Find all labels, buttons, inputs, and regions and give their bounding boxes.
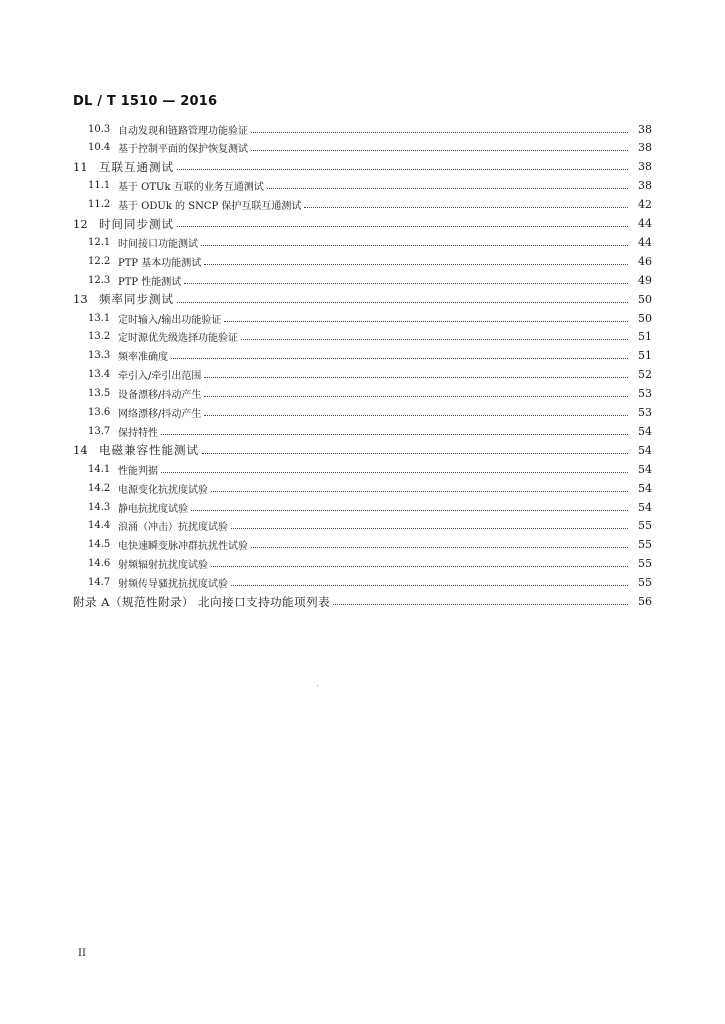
toc-dot-leader	[267, 188, 628, 189]
toc-section-entry[interactable]	[0, 575, 725, 591]
toc-entry-title: 定时输入/输出功能验证	[118, 314, 222, 326]
toc-entry-number: 12.2	[88, 255, 111, 267]
toc-section-entry[interactable]	[0, 329, 725, 345]
toc-entry-number: 11.2	[88, 199, 111, 211]
toc-entry-page: 38	[638, 179, 652, 193]
toc-section-entry[interactable]	[0, 348, 725, 364]
toc-dot-leader	[177, 302, 628, 303]
toc-section-entry[interactable]	[0, 367, 725, 383]
toc-entry-number: 13	[73, 292, 88, 307]
toc-entry-page: 38	[638, 122, 652, 136]
toc-section-entry[interactable]	[0, 178, 725, 194]
toc-entry-title: 基于 ODUk 的 SNCP 保护互联互通测试	[118, 201, 302, 213]
toc-section-entry[interactable]	[0, 234, 725, 250]
toc-entry-number: 11	[73, 159, 88, 174]
toc-entry-title: 电快速瞬变脉冲群抗扰性试验	[118, 541, 248, 553]
toc-section-entry[interactable]	[0, 423, 725, 439]
toc-section-entry[interactable]	[0, 405, 725, 421]
toc-entry-title: PTP 基本功能测试	[118, 257, 202, 269]
toc-entry-number: 13.4	[88, 369, 111, 381]
toc-entry-number: 14.3	[88, 501, 111, 513]
toc-section-entry[interactable]	[0, 556, 725, 572]
toc-chapter-entry[interactable]	[0, 216, 725, 232]
toc-dot-leader	[211, 491, 628, 492]
toc-entry-page: 46	[638, 254, 652, 268]
toc-section-entry[interactable]	[0, 386, 725, 402]
toc-entry-page: 51	[638, 349, 652, 363]
toc-entry-page: 54	[638, 443, 652, 457]
toc-entry-title: 频率同步测试	[99, 292, 174, 307]
toc-entry-number: 12	[73, 216, 88, 231]
toc-entry-title: 性能判据	[118, 465, 158, 477]
toc-dot-leader	[161, 434, 628, 435]
toc-entry-number: 12.1	[88, 236, 111, 248]
toc-dot-leader	[204, 415, 628, 416]
toc-dot-leader	[161, 472, 628, 473]
toc-entry-number: 14.4	[88, 520, 111, 532]
toc-entry-title: 网络漂移/抖动产生	[118, 409, 202, 420]
toc-entry-title: PTP 性能测试	[118, 276, 182, 288]
toc-chapter-entry[interactable]	[0, 291, 725, 307]
toc-entry-page: 50	[638, 292, 652, 306]
toc-entry-number: 12.3	[88, 274, 111, 286]
toc-dot-leader	[224, 321, 628, 322]
toc-dot-leader	[241, 339, 628, 340]
toc-entry-title: 基于控制平面的保护恢复测试	[118, 144, 248, 156]
toc-entry-page: 52	[638, 368, 652, 382]
toc-appendix-entry[interactable]	[0, 594, 725, 610]
toc-entry-page: 38	[638, 141, 652, 155]
toc-entry-number: 14	[73, 443, 88, 458]
toc-entry-title: 射频传导骚扰抗扰度试验	[118, 579, 228, 591]
toc-section-entry[interactable]	[0, 518, 725, 534]
toc-entry-page: 53	[638, 387, 652, 401]
toc-dot-leader	[191, 510, 628, 511]
toc-entry-number: 14.1	[88, 463, 111, 475]
toc-entry-title: 频率准确度	[118, 352, 168, 364]
toc-entry-page: 54	[638, 500, 652, 514]
toc-entry-page: 51	[638, 330, 652, 344]
toc-entry-title: 基于 OTUk 互联的业务互通测试	[118, 182, 264, 194]
toc-entry-page: 50	[638, 311, 652, 325]
toc-dot-leader	[202, 453, 628, 454]
toc-dot-leader	[211, 566, 628, 567]
toc-entry-number: 13.5	[88, 388, 111, 400]
toc-entry-page: 44	[638, 235, 652, 249]
toc-entry-number: 13.3	[88, 350, 111, 362]
toc-section-entry[interactable]	[0, 537, 725, 553]
toc-chapter-entry[interactable]	[0, 442, 725, 458]
toc-entry-number: 13.1	[88, 312, 111, 324]
toc-entry-title: 电源变化抗扰度试验	[118, 484, 208, 496]
toc-dot-leader	[231, 528, 628, 529]
toc-entry-title: 时间同步测试	[99, 216, 174, 231]
toc-section-entry[interactable]	[0, 499, 725, 515]
toc-entry-title: 牵引入/牵引出范围	[118, 371, 202, 383]
toc-section-entry[interactable]	[0, 480, 725, 496]
toc-entry-page: 55	[638, 557, 652, 571]
toc-section-entry[interactable]	[0, 197, 725, 213]
toc-entry-number: 11.1	[88, 180, 111, 192]
toc-entry-title: 电磁兼容性能测试	[99, 443, 199, 458]
toc-entry-page: 42	[638, 198, 652, 212]
toc-entry-number: 10.4	[88, 142, 111, 154]
toc-entry-page: 55	[638, 519, 652, 533]
toc-dot-leader	[204, 264, 628, 265]
toc-section-entry[interactable]	[0, 461, 725, 477]
toc-section-entry[interactable]	[0, 140, 725, 156]
toc-section-entry[interactable]	[0, 272, 725, 288]
toc-entry-number: 13.2	[88, 331, 111, 343]
toc-entry-title: 设备漂移/抖动产生	[118, 390, 202, 402]
toc-section-entry[interactable]	[0, 253, 725, 269]
toc-entry-page: 56	[638, 595, 652, 608]
toc-entry-title: 附录 A（规范性附录） 北向接口支持功能项列表	[73, 594, 331, 609]
toc-chapter-entry[interactable]	[0, 159, 725, 175]
toc-entry-page: 38	[638, 160, 652, 174]
toc-entry-title: 射频辐射抗扰度试验	[118, 560, 208, 572]
toc-entry-title: 保持特性	[118, 427, 158, 439]
toc-dot-leader	[204, 396, 628, 397]
toc-entry-page: 54	[638, 462, 652, 476]
toc-dot-leader	[251, 547, 628, 548]
toc-dot-leader	[184, 283, 628, 284]
toc-entry-number: 14.6	[88, 558, 111, 570]
toc-entry-page: 49	[638, 273, 652, 287]
toc-entry-page: 55	[638, 576, 652, 590]
page-number: II	[78, 948, 86, 959]
toc-entry-number: 14.5	[88, 539, 111, 551]
toc-section-entry[interactable]	[0, 121, 725, 137]
toc-dot-leader	[177, 226, 628, 227]
toc-dot-leader	[251, 132, 628, 133]
toc-dot-leader	[201, 245, 628, 246]
toc-entry-page: 55	[638, 538, 652, 552]
toc-dot-leader	[333, 604, 628, 605]
toc-entry-number: 13.6	[88, 407, 111, 418]
toc-entry-number: 10.3	[88, 123, 111, 135]
toc-entry-page: 53	[638, 406, 652, 419]
toc-entry-number: 14.2	[88, 482, 111, 494]
toc-dot-leader	[204, 377, 628, 378]
toc-entry-page: 44	[638, 217, 652, 230]
toc-dot-leader	[231, 585, 628, 586]
toc-dot-leader	[171, 358, 628, 359]
scan-speck	[317, 685, 318, 686]
toc-entry-title: 互联互通测试	[99, 159, 174, 174]
toc-entry-number: 14.7	[88, 577, 111, 589]
toc-entry-title: 自动发现和链路管理功能验证	[118, 125, 248, 137]
toc-dot-leader	[304, 207, 628, 208]
toc-entry-title: 浪涌（冲击）抗扰度试验	[118, 522, 228, 534]
toc-dot-leader	[177, 169, 628, 170]
toc-section-entry[interactable]	[0, 310, 725, 326]
toc-entry-title: 静电抗扰度试验	[118, 503, 188, 515]
toc-entry-title: 定时源优先级选择功能验证	[118, 333, 238, 345]
toc-entry-page: 54	[638, 424, 652, 438]
toc-entry-number: 13.7	[88, 425, 111, 437]
toc-dot-leader	[251, 150, 628, 151]
toc-entry-title: 时间接口功能测试	[118, 238, 198, 250]
document-code-header: DL / T 1510 — 2016	[73, 94, 218, 109]
toc-entry-page: 54	[638, 481, 652, 495]
